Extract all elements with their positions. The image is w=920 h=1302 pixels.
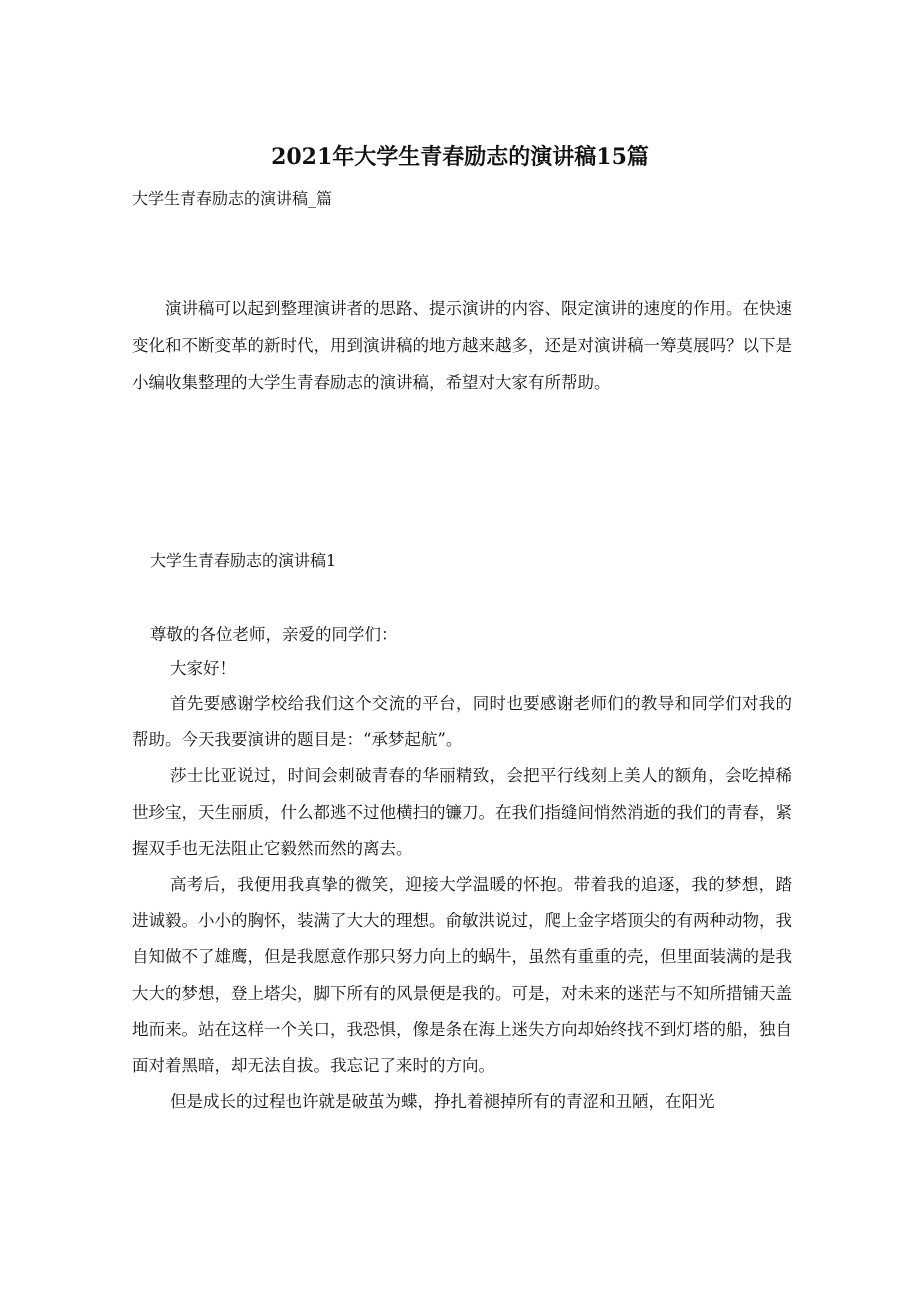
speech-paragraph: 莎士比亚说过，时间会刺破青春的华丽精致，会把平行线刻上美人的额角，会吃掉稀世珍宝，天生丽质，什么都逃不过他横扫的镰刀。在我们指缝间悄然消逝的我们的青春，紧握双手也无法阻止它毅然而然的离去。 xyxy=(132,766,792,858)
document-subtitle: 大学生青春励志的演讲稿_篇 xyxy=(132,189,333,208)
speech-greeting: 尊敬的各位老师，亲爱的同学们： xyxy=(150,625,398,644)
speech-body xyxy=(132,618,792,1120)
speech-paragraph: 大家好！ xyxy=(169,659,236,678)
section-heading: 大学生青春励志的演讲稿1 xyxy=(150,551,337,570)
speech-paragraph: 但是成长的过程也许就是破茧为蝶，挣扎着褪掉所有的青涩和丑陋，在阳光 xyxy=(169,1092,715,1112)
speech-paragraph: 高考后，我便用我真挚的微笑，迎接大学温暖的怀抱。带着我的追逐，我的梦想，踏进诚毅。小小的胸怀，装满了大大的理想。俞敏洪说过，爬上金字塔顶尖的有两种动物，我自知做不了雄鹰，但是我愿意作那只努力向上的蜗牛，虽然有重重的壳，但里面装满的是我大大的梦想，登上塔尖，脚下所有的风景便是我的。可是，对未来的迷茫与不知所措铺天盖地而来。站在这样一个关口，我恐惧，像是条在海上迷失方向却始终找不到灯塔的船，独自面对着黑暗，却无法自拔。我忘记了来时的方向。 xyxy=(132,875,792,1076)
document-title: 2021年大学生青春励志的演讲稿15篇 xyxy=(271,144,649,170)
intro-paragraph: 演讲稿可以起到整理演讲者的思路、提示演讲的内容、限定演讲的速度的作用。在快速变化和不断变革的新时代，用到演讲稿的地方越来越多，还是对演讲稿一筹莫展吗？以下是小编收集整理的大学生青春励志的演讲稿，希望对大家有所帮助。 xyxy=(132,299,792,392)
speech-paragraph: 首先要感谢学校给我们这个交流的平台，同时也要感谢老师们的教导和同学们对我的帮助。今天我要演讲的题目是：“承梦起航”。 xyxy=(132,694,792,750)
